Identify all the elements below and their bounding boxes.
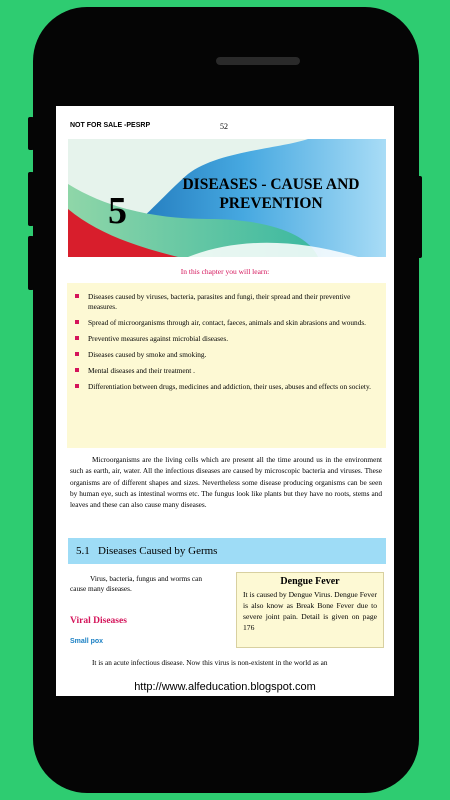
chapter-title — [166, 175, 376, 213]
viral-diseases-heading: Viral Diseases — [70, 616, 127, 626]
section-text: Virus, bacteria, fungus and worms can cause many diseases. — [70, 574, 203, 593]
bullet-square-icon — [75, 294, 79, 298]
list-item: Diseases caused by viruses, bacteria, parasites and fungi, their spread and their preventive measures. — [75, 292, 376, 312]
bullet-square-icon — [75, 368, 79, 372]
dengue-body: It is caused by Dengue Virus. Dengue Fever is also know as Break Bone Fever due to severe joint pain. Detail is given on page 176 — [243, 590, 377, 632]
book-page[interactable] — [56, 106, 394, 696]
volume-down-button[interactable] — [28, 236, 34, 290]
page-number: 52 — [220, 122, 228, 131]
chapter-title-line1: DISEASES - CAUSE AND — [182, 176, 360, 193]
small-pox-heading: Small pox — [70, 638, 104, 645]
section-title: Diseases Caused by Germs — [98, 545, 218, 557]
chapter-title-line2: PREVENTION — [219, 195, 323, 212]
small-pox-text: It is an acute infectious disease. Now this virus is non-existent in the world as an — [92, 658, 328, 667]
power-button[interactable] — [416, 176, 422, 258]
list-item: Diseases caused by smoke and smoking. — [75, 350, 376, 360]
bullet-square-icon — [75, 336, 79, 340]
section-heading-bar — [68, 538, 386, 564]
list-item: Preventive measures against microbial diseases. — [75, 334, 376, 344]
mute-button[interactable] — [28, 117, 34, 150]
list-item: Mental diseases and their treatment . — [75, 366, 376, 376]
not-for-sale-label: NOT FOR SALE -PESRP — [70, 122, 151, 129]
chapter-banner — [68, 139, 386, 257]
volume-up-button[interactable] — [28, 172, 34, 226]
bullet-square-icon — [75, 384, 79, 388]
bullet-square-icon — [75, 320, 79, 324]
chapter-number: 5 — [108, 190, 127, 232]
list-item: Differentiation between drugs, medicines and addiction, their uses, abuses and effects on society. — [75, 382, 376, 392]
bullet-square-icon — [75, 352, 79, 356]
list-item: Spread of microorganisms through air, contact, faeces, animals and skin abrasions and wounds. — [75, 318, 376, 328]
dengue-title: Dengue Fever — [280, 576, 340, 587]
learn-heading: In this chapter you will learn: — [180, 267, 270, 276]
intro-paragraph: Microorganisms are the living cells which are present all the time around us in the environment such as earth, air, water. All the infectious diseases are caused by microscopic bacteria and viruses. These organisms are of different shapes and sizes. Nevertheless some disease producing organisms can be seen by human eye, such as intestinal worms etc. The fungus look like plants but they have no roots, stems and leaves and these can also cause many diseases. — [70, 455, 382, 510]
dengue-info-box — [236, 572, 384, 648]
speaker-slot — [216, 57, 300, 65]
section-number: 5.1 — [76, 545, 90, 557]
learning-objectives-box — [67, 283, 386, 448]
footer-url[interactable]: http://www.alfeducation.blogspot.com — [56, 678, 394, 696]
